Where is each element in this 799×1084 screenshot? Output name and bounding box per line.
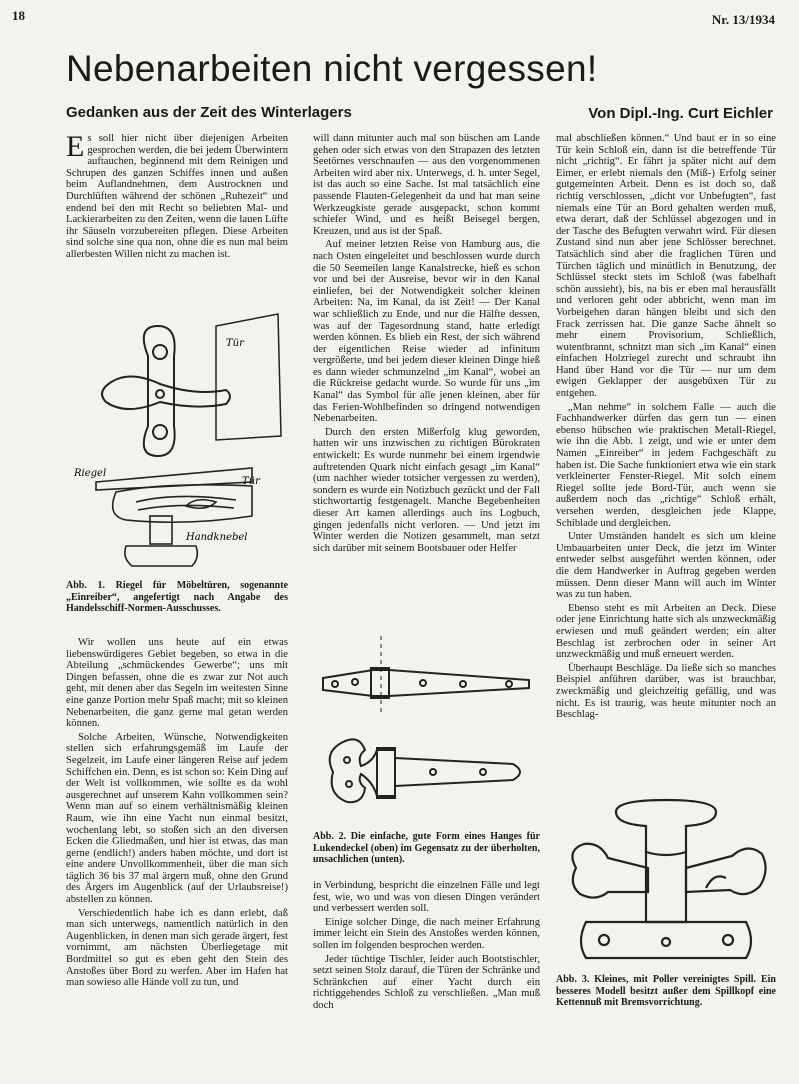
bollard-arm-left	[572, 844, 648, 898]
fig1-label-tuer2: Tür	[242, 476, 260, 487]
paragraph: mal abschließen können.“ Und baut er in so eine Tür kein Schloß ein, dann ist die betreffende Tür nicht „richtig“. Er fährt ja später nicht auf dem Eimer, er erlebt niemals den (Miß-) Erfolg seiner gutgemeinten Arbeit. Denn es ist doch so, daß richtig verschlossen, „dicht vor Unbefugten“, fast niemals eine Tür an Bord gehalten werden muß, etwa derart, daß der Schlüssel abgezogen und in der Tasche des Befugten verwahrt wird. Für diesen Zustand sind nun aber jene Schlösser berechnet. Tatsächlich sind aber die fraglichen Türen und Türchen täglich und minütlich in Benutzung, der Schlüssel steckt stets im Schloß (was fabelhaft schön aussieht), bis, na bis er eben mal herausfällt und verloren geht oder abbricht, wenn man im Vorbeigehen daran hängen bleibt und sich den Frack zerrissen hat. Die ganze Sache ähnelt so mehr einem Provisorium, Schließlich, wutentbrannt, schnitzt man sich „im Kanal“ einen einfachen Holzriegel zurecht und schraubt ihn Hand über Hand vor die Tür — nur um dem ewigen Geklapper der ausgebüxen Tür zu entgehen.	[556, 133, 776, 400]
paragraph: Jeder tüchtige Tischler, leider auch Bootstischler, setzt seinen Stolz darauf, die Türen der Schränke und Schränkchen auf einer Yacht durch ein richtiggehendes Schloß zu verschließen. „Man muß doch	[313, 953, 540, 1011]
door-panel-outline	[216, 314, 281, 440]
hinge-outdated-form	[330, 739, 520, 802]
hinge-good-form	[323, 636, 529, 712]
paragraph: s soll hier nicht über diejenigen Arbeiten gesprochen werden, die bei jedem Überwintern auftauchen, beginnend mit dem Reinigen und Schrupen des ganzen Schiffes innen und außen beim Auflandnehmen, dem Austrocknen und Durchlüften während der schönen „Ruhezeit“ und endend bei den mit Recht so beliebten Mal- und Lackierarbeiten zu den Zeiten, wenn die lauen Lüfte ihr Säuseln vorzubereiten pflegen. Diese Arbeiten sind solche sine qua non, ohne die es nun mal beim allerbesten Willen nicht zu machen ist.	[66, 133, 288, 260]
paragraph: will dann mitunter auch mal son büschen am Lande gehen oder sich etwas von den Strapazen des letzten Seetörnes verschnaufen — aus den vorgenommenen Arbeiten wird aber nix. Unterwegs, d. h. unter Segel, ist das auch so eine Sache. Ist mal tatsächlich eine passende Flauten-Gelegenheit da und hat man seine Werkzeugkiste gerade ausgepackt, schon kommt schiefer Wind, und es heißt Beisegel bergen, Kreuzen, und aus ist der Spaß.	[313, 133, 540, 237]
issue-number: Nr. 13/1934	[711, 12, 775, 27]
column-2-top	[313, 133, 540, 631]
bollard-arm-right	[686, 848, 766, 894]
paragraph: Verschiedentlich habe ich es dann erlebt, daß man sich unterwegs, namentlich natürlich in den Augenblicken, in denen man sich gerade ärgert, fest vornimmt, am nächsten Überliegetage mit Bordmittel so gut es eben geht den Stein des Anstoßes über Bord zu werfen. Aber im Hafen hat man sowieso alle Hände voll zu tun, und	[66, 907, 288, 989]
paragraph: „Man nehme“ in solchem Falle — auch die Fachhandwerker dürfen das gern tun — einen ebenso hübschen wie praktischen Metall-Riegel, wie ihn die Abb. 1 zeigt, und wie er unter dem Namen „Einreiber“ in jedem Fachgeschäft zu haben ist. Die Sache funktioniert etwa wie ein stark verkleinerter Fenster-Riegel. Mit solch einem Riegel sollte jede Bord-Tür, auch wenn sie außerdem noch das „richtige“ Schloß erhält, versehen werden, desgleichen jede Klappe, Schiblade und dergleichen.	[556, 401, 776, 529]
latch-pivot	[156, 390, 164, 398]
figure-3-caption: Abb. 3. Kleines, mit Poller vereinigtes Spill. Ein besseres Modell besitzt außer dem Spillkopf eine Kettennuß mit Bremsvorrichtung.	[556, 974, 776, 1008]
figure-1	[66, 306, 291, 578]
paragraph: Unter Umständen handelt es sich um kleine Umbauarbeiten unter Deck, die jetzt im Winter entweder selbst ausgeführt werden können, oder die dem Handwerker in Auftrag gegeben werden müssen. Denn dieser Mann will auch im Winter was zu tun haben.	[556, 531, 776, 601]
page-number: 18	[12, 8, 25, 23]
paragraph: Wir wollen uns heute auf ein etwas liebenswürdigeres Gebiet begeben, so etwa in die Abteilung „schmückendes Gewerbe“; uns mit Dingen befassen, ohne die es zwar zur Not auch geht, mit denen aber das Segeln im weitesten Sinne eine ganze Portion mehr Spaß macht; mit so kleinen Nebenarbeiten, die ganz gerne mal getan werden können.	[66, 637, 288, 730]
door-latch-top-drawing	[102, 314, 281, 456]
knob	[125, 546, 197, 566]
column-1-bottom	[66, 637, 288, 1047]
paragraph: Überhaupt Beschläge. Da ließe sich so manches Beispiel anführen darüber, was ist brauchbar, zweckmäßig und gleichzeitig gefällig, und was nicht. Es ist traurig, was heute mitunter noch an Beschlag-	[556, 662, 776, 721]
latch-lever	[102, 376, 230, 409]
article-title: Nebenarbeiten nicht vergessen!	[66, 48, 598, 89]
door-latch-side-drawing	[96, 468, 252, 566]
paragraph: Solche Arbeiten, Wünsche, Notwendigkeiten stellen sich erfahrungsgemäß im Laufe der Segelzeit, im Laufe einer längeren Reise auf jedem Schiffchen ein. Denn, es ist schon so: Kein Ding auf der Welt ist vollkommen, wie sollte es da wohl ausgerechnet auf unserem Kahn vollkommen sein? Wenn man auf so einem verhältnismäßig kleinen Raum, wie ihn eine Yacht nun einmal besitzt, wochenlang lebt, so stoßen sich an den diversen Ecken die Gliedmaßen, und hier ist etwas, das man gerne (endlich!) anders haben möchte, und dort ist eine andere Unvollkommenheit, über die man sich täglich 36 bis 37 mal ärgern muß, ohne den Grund des Ärgers im Augenblick (auf der Urlaubsreise!) abstellen zu können.	[66, 731, 288, 906]
fig1-label-handknebel: Handknebel	[186, 532, 248, 543]
figure-2	[313, 632, 540, 828]
drop-cap: E	[66, 133, 85, 163]
bolt-profile	[96, 468, 252, 490]
fig1-label-riegel: Riegel	[74, 468, 107, 479]
paragraph: Durch den ersten Mißerfolg klug geworden, hatten wir uns inzwischen zu richtigen Bürokraten entwickelt: Es wurde nunmehr bei einem irgendwie auftretenden Quark nicht einfach gesagt „im Kanal“ (um nachher wieder totsicher vergessen zu werden), sondern es wurde ein Notizbuch gezückt und der Fall stichwortartig festgenagelt. Manche Begebenheiten dieser Art kamen allerdings auch ins Logbuch, gingen jedenfalls nicht verloren. — Und jetzt im Winter werden die Notizen gesammelt, man setzt sich darüber mit seinem Bootsbauer oder Helfer	[313, 426, 540, 554]
screw-bottom	[153, 425, 167, 439]
paragraph: Ebenso steht es mit Arbeiten an Deck. Diese oder jene Einrichtung hatte sich als unzweckmäßig erwiesen und muß geändert werden; ein alter Beschlag ist zerbrochen oder in seiner Art unzweckmäßig und muß erneuert werden.	[556, 602, 776, 661]
article-author: Von Dipl.-Ing. Curt Eichler	[588, 105, 773, 122]
paragraph: Auf meiner letzten Reise von Hamburg aus, die nach Osten eingeleitet und beschlossen wurde durch die 50 Seemeilen lange Kanalstrecke, hieß es schon vor und bei der Ausreise, bevor wir in den Kanal einliefen, bei der Notwendigkeit solcher kleinen Arbeiten: Na, im Kanal, da ist Zeit! — Der Kanal war schließlich zu Ende, und nur die Hälfte dessen, was auf der Tagesordnung stand, hatte erledigt werden können. Es blieb ein Rest, der sich während der eigentlichen Reise wieder ad infinitum vergrößerte, und bei jedem dieser kleinen Dinge hieß es dann wieder schmunzelnd „im Kanal“, wobei an die Rückreise gedacht wurde. So wurde für uns „im Kanal“ das Symbol für alle jenen kleinen, aber für das Ferien-Wohlbefinden so dringend notwendigen Nebenarbeiten.	[313, 239, 540, 425]
column-3-top	[556, 133, 776, 788]
knob-shaft	[150, 516, 172, 544]
figure-1-caption: Abb. 1. Riegel für Möbeltüren, sogenannte „Einreiber“, angefertigt nach Angabe des Handelsschiff-Normen-Ausschusses.	[66, 580, 288, 614]
capstan-head	[616, 800, 716, 855]
article-subtitle: Gedanken aus der Zeit des Winterlagers	[66, 104, 352, 121]
figure-3	[556, 792, 781, 972]
paragraph: Einige solcher Dinge, die nach meiner Erfahrung immer leicht ein Stein des Anstoßes werden können, sollen im folgenden besprochen werden.	[313, 916, 540, 951]
column-2-bottom	[313, 880, 540, 1050]
capstan-base	[581, 922, 751, 958]
screw-top	[153, 345, 167, 359]
paragraph: in Verbindung, bespricht die einzelnen Fälle und legt fest, wie, wo und was von diesen Dingen verändert und verbessert werden soll.	[313, 880, 540, 915]
fig1-label-tuer: Tür	[226, 338, 244, 349]
column-1-top	[66, 133, 288, 305]
wood-grain	[113, 485, 252, 522]
figure-2-caption: Abb. 2. Die einfache, gute Form eines Hanges für Lukendeckel (oben) im Gegensatz zu der überholten, unsachlichen (unten).	[313, 831, 540, 865]
capstan-drawing	[572, 800, 765, 958]
capstan-body	[646, 852, 686, 922]
